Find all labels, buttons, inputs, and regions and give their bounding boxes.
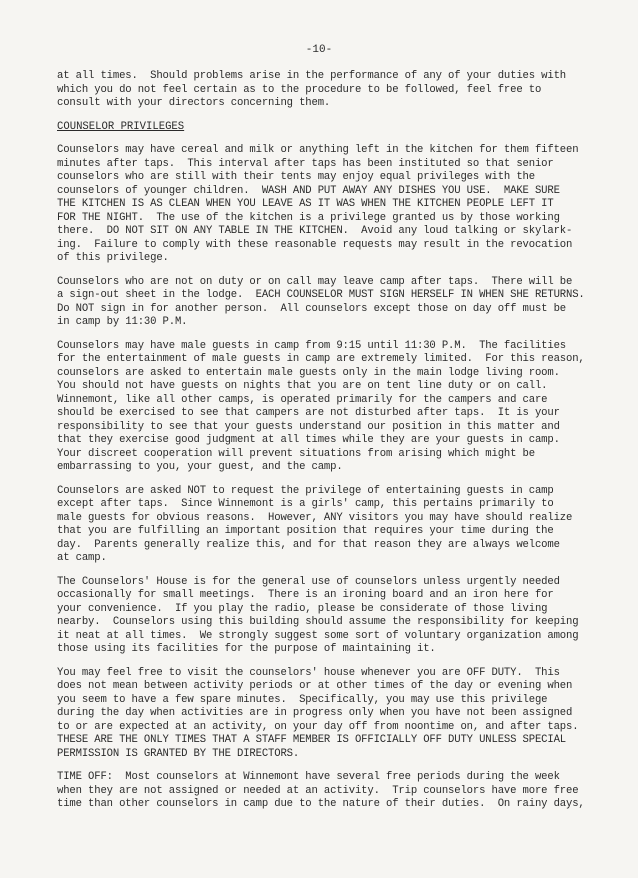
text-line: counselors are asked to entertain male guests only in the main lodge living room. (57, 366, 560, 379)
text-line: minutes after taps. This interval after taps has been instituted so that senior (57, 157, 554, 170)
text-line: consult with your directors concerning them. (57, 97, 331, 109)
text-line: for the entertainment of male guests in camp are extremely limited. For this reason, (57, 353, 585, 365)
paragraph-gap (57, 657, 597, 667)
text-line: You should not have guests on nights that you are on tent line duty or on call. (57, 380, 548, 392)
text-line: Counselors may have cereal and milk or anything left in the kitchen for them fifteen (57, 144, 579, 156)
text-line: Do NOT sign in for another person. All counselors except those on day off must be (57, 302, 566, 315)
text-line: your convenience. If you play the radio, please be considerate of those living (57, 602, 548, 615)
text-line: a sign-out sheet in the lodge. EACH COUNSELOR MUST SIGN HERSELF IN WHEN SHE RETURNS. (57, 289, 585, 301)
text-line: male guests for obvious reasons. However, ANY visitors you may have should realize (57, 511, 573, 524)
text-line: counselors who are still with their tents may enjoy equal privileges with the (57, 171, 535, 183)
paragraph (57, 771, 597, 812)
paragraph-gap (57, 761, 597, 771)
text-line: during the day when activities are in progress only when you have not been assigned (57, 707, 573, 719)
paragraph (57, 576, 597, 657)
text-line: that they exercise good judgment at all times while they are your guests in camp. (57, 434, 560, 446)
text-line: to or are expected at an activity, on your day off from noontime on, and after taps. (57, 720, 579, 733)
page-number: -10- (305, 44, 333, 56)
document-body (57, 70, 597, 812)
paragraph-gap (57, 134, 597, 144)
text-line: responsibility to see that your guests understand our position in this matter and (57, 420, 560, 433)
paragraph (57, 144, 597, 266)
text-line: should be exercised to see that campers are not disturbed after taps. It is your (57, 407, 560, 419)
text-line: THESE ARE THE ONLY TIMES THAT A STAFF MEMBER IS OFFICIALLY OFF DUTY UNLESS SPECIAL (57, 734, 566, 746)
text-line: when they are not assigned or needed at an activity. Trip counselors have more free (57, 784, 579, 797)
text-line: that you are fulfilling an important position that requires your time during the (57, 525, 554, 537)
text-line: time than other counselors in camp due to the nature of their duties. On rainy days, (57, 798, 585, 810)
text-line: PERMISSION IS GRANTED BY THE DIRECTORS. (57, 747, 300, 760)
text-line: The Counselors' House is for the general use of counselors unless urgently needed (57, 575, 560, 588)
text-line: occasionally for small meetings. There is an ironing board and an iron here for (57, 589, 554, 601)
text-line: You may feel free to visit the counselors' house whenever you are OFF DUTY. This (57, 666, 560, 679)
text-line: Counselors may have male guests in camp from 9:15 until 11:30 P.M. The facilities (57, 339, 566, 352)
text-line: except after taps. Since Winnemont is a girls' camp, this pertains primarily to (57, 498, 554, 510)
text-line: embarrassing to you, your guest, and the camp. (57, 461, 343, 473)
paragraph-gap (57, 266, 597, 276)
text-line: nearby. Counselors using this building should assume the responsibility for keeping (57, 616, 579, 628)
paragraph (57, 276, 597, 330)
text-line: Your discreet cooperation will prevent situations from arising which might be (57, 447, 535, 460)
paragraph-gap (57, 111, 597, 121)
paragraph-gap (57, 330, 597, 340)
paragraph-gap (57, 566, 597, 576)
text-line: Counselors are asked NOT to request the privilege of entertaining guests in camp (57, 484, 554, 497)
text-line: which you do not feel certain as to the procedure to be followed, feel free to (57, 83, 542, 96)
text-line: TIME OFF: Most counselors at Winnemont have several free periods during the week (57, 771, 560, 783)
paragraph-gap (57, 475, 597, 485)
text-line: in camp by 11:30 P.M. (57, 316, 188, 328)
paragraph (57, 70, 597, 111)
text-line: Winnemont, like all other camps, is operated primarily for the campers and care (57, 393, 548, 406)
text-line: at all times. Should problems arise in the performance of any of your duties with (57, 70, 566, 82)
text-line: does not mean between activity periods or at other times of the day or evening when (57, 680, 573, 692)
text-line: of this privilege. (57, 252, 169, 264)
text-line: ing. Failure to comply with these reasonable requests may result in the revocation (57, 238, 573, 251)
text-line: you seem to have a few spare minutes. Specifically, you may use this privilege (57, 693, 548, 706)
text-line: there. DO NOT SIT ON ANY TABLE IN THE KITCHEN. Avoid any loud talking or skylark- (57, 225, 573, 237)
section-heading: COUNSELOR PRIVILEGES (57, 120, 185, 133)
text-line: it neat at all times. We strongly suggest some sort of voluntary organization among (57, 629, 579, 642)
paragraph (57, 485, 597, 566)
text-line: day. Parents generally realize this, and for that reason they are always welcome (57, 538, 560, 551)
paragraph (57, 667, 597, 762)
text-line: at camp. (57, 552, 107, 564)
text-line: counselors of younger children. WASH AND PUT AWAY ANY DISHES YOU USE. MAKE SURE (57, 184, 560, 197)
paragraph (57, 340, 597, 475)
text-line: FOR THE NIGHT. The use of the kitchen is a privilege granted us by those working (57, 211, 560, 224)
text-line: those using its facilities for the purpose of maintaining it. (57, 643, 436, 655)
text-line: THE KITCHEN IS AS CLEAN WHEN YOU LEAVE AS IT WAS WHEN THE KITCHEN PEOPLE LEFT IT (57, 198, 554, 210)
text-line: Counselors who are not on duty or on call may leave camp after taps. There will be (57, 275, 573, 288)
